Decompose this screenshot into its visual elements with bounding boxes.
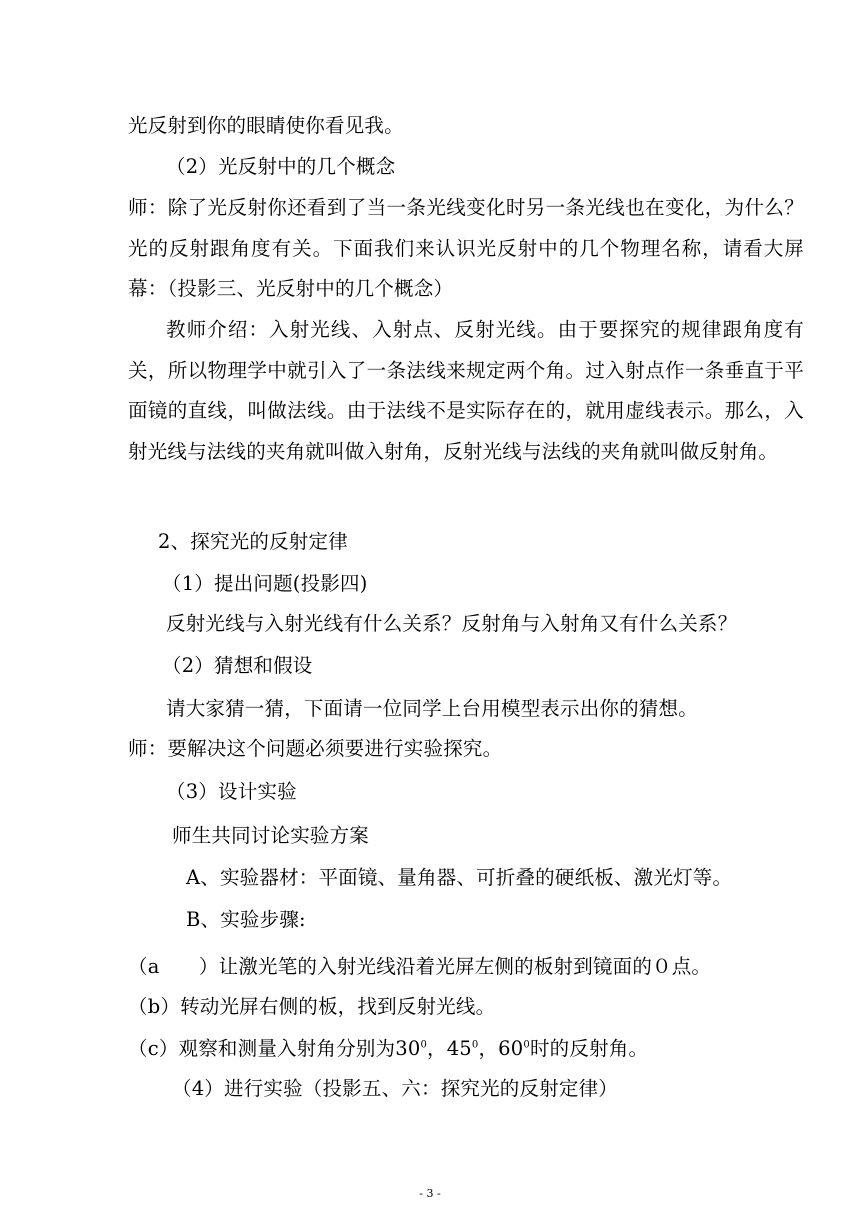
- text-line: 师生共同讨论实验方案: [172, 824, 370, 847]
- text-line: 请大家猜一猜，下面请一位同学上台用模型表示出你的猜想。: [166, 697, 698, 720]
- paragraph-teacher-intro: 教师介绍：入射光线、入射点、反射光线。由于要探究的规律跟角度有关，所以物理学中就引入了一条法线来规定两个角。过入射点作一条垂直于平面镜的直线，叫做法线。由于法线不是实际存在的，就用虚线表示。那么，入射光线与法线的夹角就叫做入射角，反射光线与法线的夹角就叫做反射角。: [128, 318, 804, 463]
- subsection-heading: （4）进行实验（投影五、六：探究光的反射定律）: [172, 1077, 619, 1100]
- page-number: - 3 -: [419, 1187, 441, 1200]
- degree-superscript: 0: [420, 1039, 427, 1051]
- text-line: 光反射到你的眼睛使你看见我。: [128, 114, 404, 137]
- step-line: [128, 1037, 648, 1061]
- step-text: （c）观察和测量入射角分别为30: [128, 1037, 421, 1060]
- step-text: ，60: [478, 1037, 524, 1060]
- section-heading: 2、探究光的反射定律: [158, 530, 348, 553]
- subsection-heading: （2）猜想和假设: [162, 654, 313, 677]
- degree-superscript: 0: [471, 1039, 479, 1051]
- paragraph-teacher-question: 师：除了光反射你还看到了当一条光线变化时另一条光线也在变化，为什么？光的反射跟角度有关。下面我们来认识光反射中的几个物理名称，请看大屏幕：（投影三、光反射中的几个概念）: [128, 196, 804, 300]
- text-line: A、实验器材：平面镜、量角器、可折叠的硬纸板、激光灯等。: [186, 866, 733, 889]
- degree-superscript: 0: [523, 1039, 530, 1051]
- subsection-heading: （3）设计实验: [166, 780, 297, 803]
- section-heading: （2）光反射中的几个概念: [166, 155, 396, 178]
- text-line: 师：要解决这个问题必须要进行实验探究。: [128, 737, 503, 760]
- step-text: ，45: [427, 1037, 472, 1060]
- text-line: B、实验步骤:: [186, 908, 306, 931]
- text-line: 反射光线与入射光线有什么关系？反射角与入射角又有什么关系？: [166, 612, 738, 635]
- subsection-heading: （1）提出问题(投影四): [162, 572, 368, 595]
- step-text: 时的反射角。: [529, 1037, 649, 1060]
- step-line: （b）转动光屏右侧的板，找到反射光线。: [128, 995, 496, 1018]
- step-line: （a ）让激光笔的入射光线沿着光屏左侧的板射到镜面的０点。: [128, 955, 712, 978]
